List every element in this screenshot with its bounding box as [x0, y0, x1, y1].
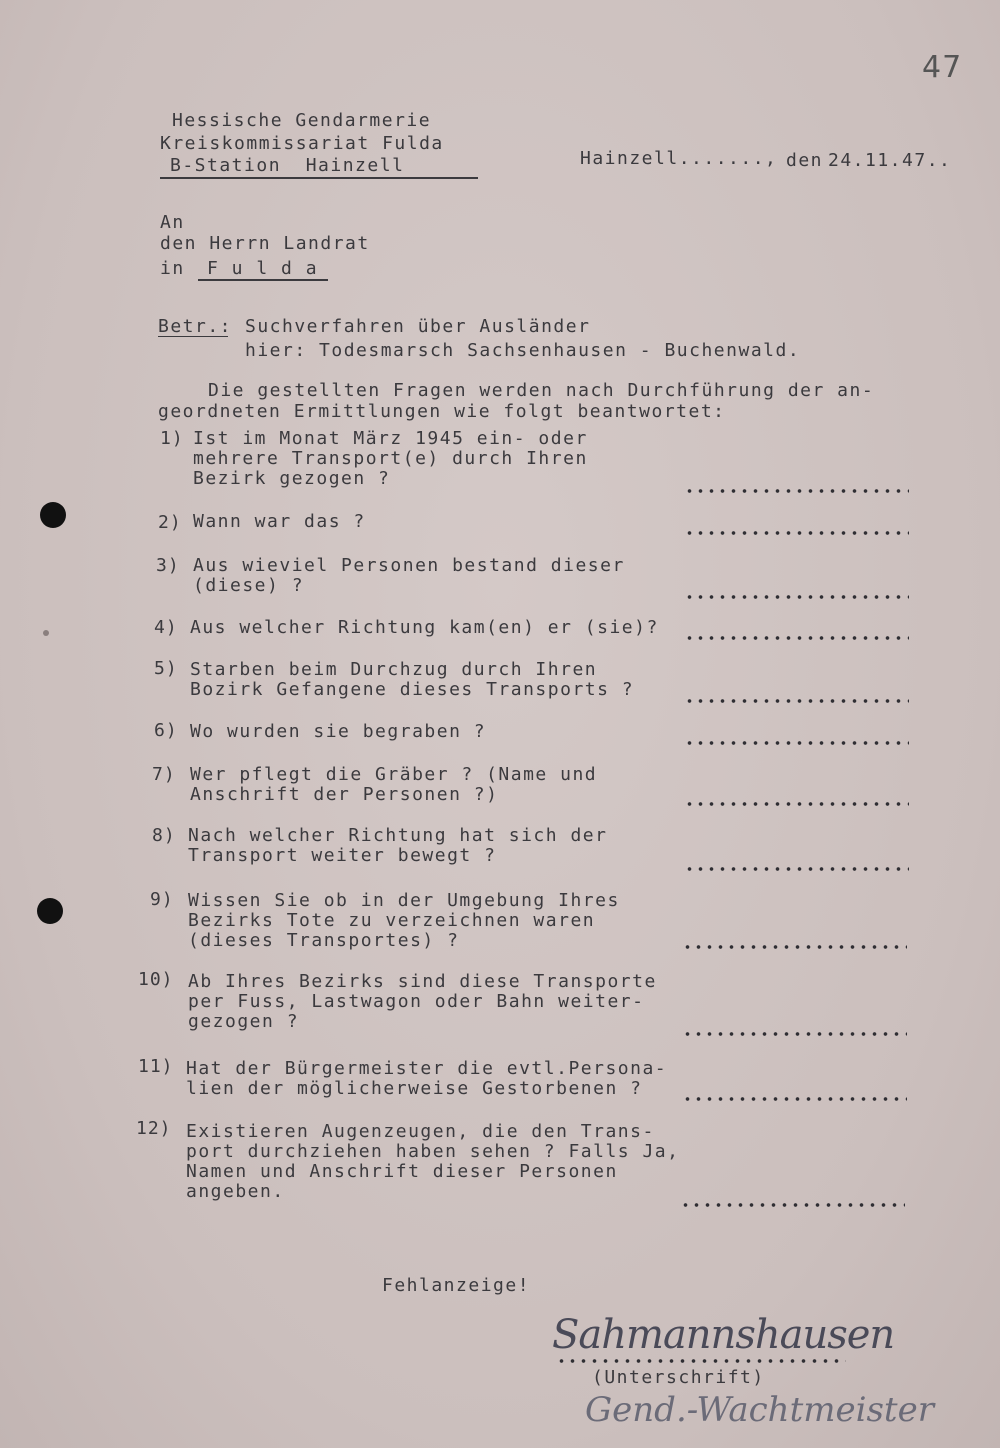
- page-number: 47: [922, 50, 963, 85]
- question-number: 11): [138, 1056, 174, 1077]
- question-text: Ist im Monat März 1945 ein- oder mehrere Transport(e) durch Ihren Bezirk gezogen ?: [193, 428, 588, 489]
- intro-line-1: Die gestellten Fragen werden nach Durchführung der an-: [208, 380, 875, 401]
- signature-dotted-line: [556, 1358, 846, 1364]
- handwritten-signature: Sahmannshausen: [552, 1312, 895, 1358]
- question-number: 1): [160, 428, 184, 449]
- question-number: 9): [150, 889, 174, 910]
- question-number: 3): [156, 555, 180, 576]
- answer-dotted-line: [684, 635, 909, 641]
- question-text: Aus welcher Richtung kam(en) er (sie)?: [190, 617, 659, 638]
- question-text: Ab Ihres Bezirks sind diese Transporte per Fuss, Lastwagon oder Bahn weiter- gezogen ?: [188, 971, 657, 1032]
- city-underline: [198, 279, 328, 281]
- question-text: Nach welcher Richtung hat sich der Transport weiter bewegt ?: [188, 825, 608, 866]
- sender-line-3: B-Station Hainzell: [170, 155, 405, 176]
- question-number: 6): [154, 720, 178, 741]
- question-number: 2): [158, 512, 182, 533]
- question-number: 7): [152, 764, 176, 785]
- answer-dotted-line: [680, 1202, 905, 1208]
- handwritten-rank: Gend.-Wachtmeister: [585, 1390, 934, 1430]
- answer-dotted-line: [684, 801, 909, 807]
- answer-dotted-line: [684, 488, 909, 494]
- sender-line-2: Kreiskommissariat Fulda: [160, 133, 444, 154]
- answer-dotted-line: [684, 530, 909, 536]
- sender-underline: [160, 177, 478, 179]
- answer-dotted-line: [682, 1031, 907, 1037]
- paper-speck: [43, 630, 49, 636]
- subject-label-underline: [158, 336, 228, 337]
- answer-dotted-line: [682, 944, 907, 950]
- question-number: 12): [136, 1118, 172, 1139]
- question-text: Wer pflegt die Gräber ? (Name und Anschrift der Personen ?): [190, 764, 598, 805]
- question-number: 5): [154, 658, 178, 679]
- closing-remark: Fehlanzeige!: [382, 1275, 531, 1296]
- date: 24.11.47..: [828, 150, 952, 171]
- subject-line-1: Suchverfahren über Ausländer: [245, 316, 591, 337]
- question-text: Existieren Augenzeugen, die den Trans- port durchziehen haben sehen ? Falls Ja, Namen und Anschrift dieser Personen angeben.: [186, 1121, 680, 1202]
- question-text: Hat der Bürgermeister die evtl.Persona- lien der möglicherweise Gestorbenen ?: [186, 1058, 668, 1099]
- recipient-city: F u l d a: [207, 258, 319, 279]
- answer-dotted-line: [682, 1096, 907, 1102]
- recipient-line-1: An: [160, 212, 185, 233]
- date-prefix: den: [786, 150, 824, 171]
- question-text: Wann war das ?: [193, 511, 366, 532]
- answer-dotted-line: [684, 866, 909, 872]
- punch-hole: [40, 502, 66, 528]
- place: Hainzell.......,: [580, 148, 778, 169]
- subject-label: Betr.:: [158, 316, 233, 337]
- sender-line-1: Hessische Gendarmerie: [172, 110, 432, 131]
- question-text: Aus wieviel Personen bestand dieser (diese) ?: [193, 555, 625, 596]
- question-number: 4): [154, 617, 178, 638]
- recipient-line-3-prefix: in: [160, 258, 185, 279]
- answer-dotted-line: [684, 740, 909, 746]
- question-text: Wo wurden sie begraben ?: [190, 721, 487, 742]
- question-number: 8): [152, 825, 176, 846]
- question-number: 10): [138, 969, 174, 990]
- answer-dotted-line: [684, 594, 909, 600]
- punch-hole: [37, 898, 63, 924]
- question-text: Wissen Sie ob in der Umgebung Ihres Bezirks Tote zu verzeichnen waren (dieses Transportes) ?: [188, 890, 620, 951]
- recipient-line-2: den Herrn Landrat: [160, 233, 370, 254]
- intro-line-2: geordneten Ermittlungen wie folgt beantwortet:: [158, 401, 726, 422]
- question-text: Starben beim Durchzug durch Ihren Bozirk Gefangene dieses Transports ?: [190, 659, 635, 700]
- subject-line-2: hier: Todesmarsch Sachsenhausen - Buchenwald.: [245, 340, 801, 361]
- signature-label: (Unterschrift): [592, 1367, 765, 1388]
- answer-dotted-line: [684, 698, 909, 704]
